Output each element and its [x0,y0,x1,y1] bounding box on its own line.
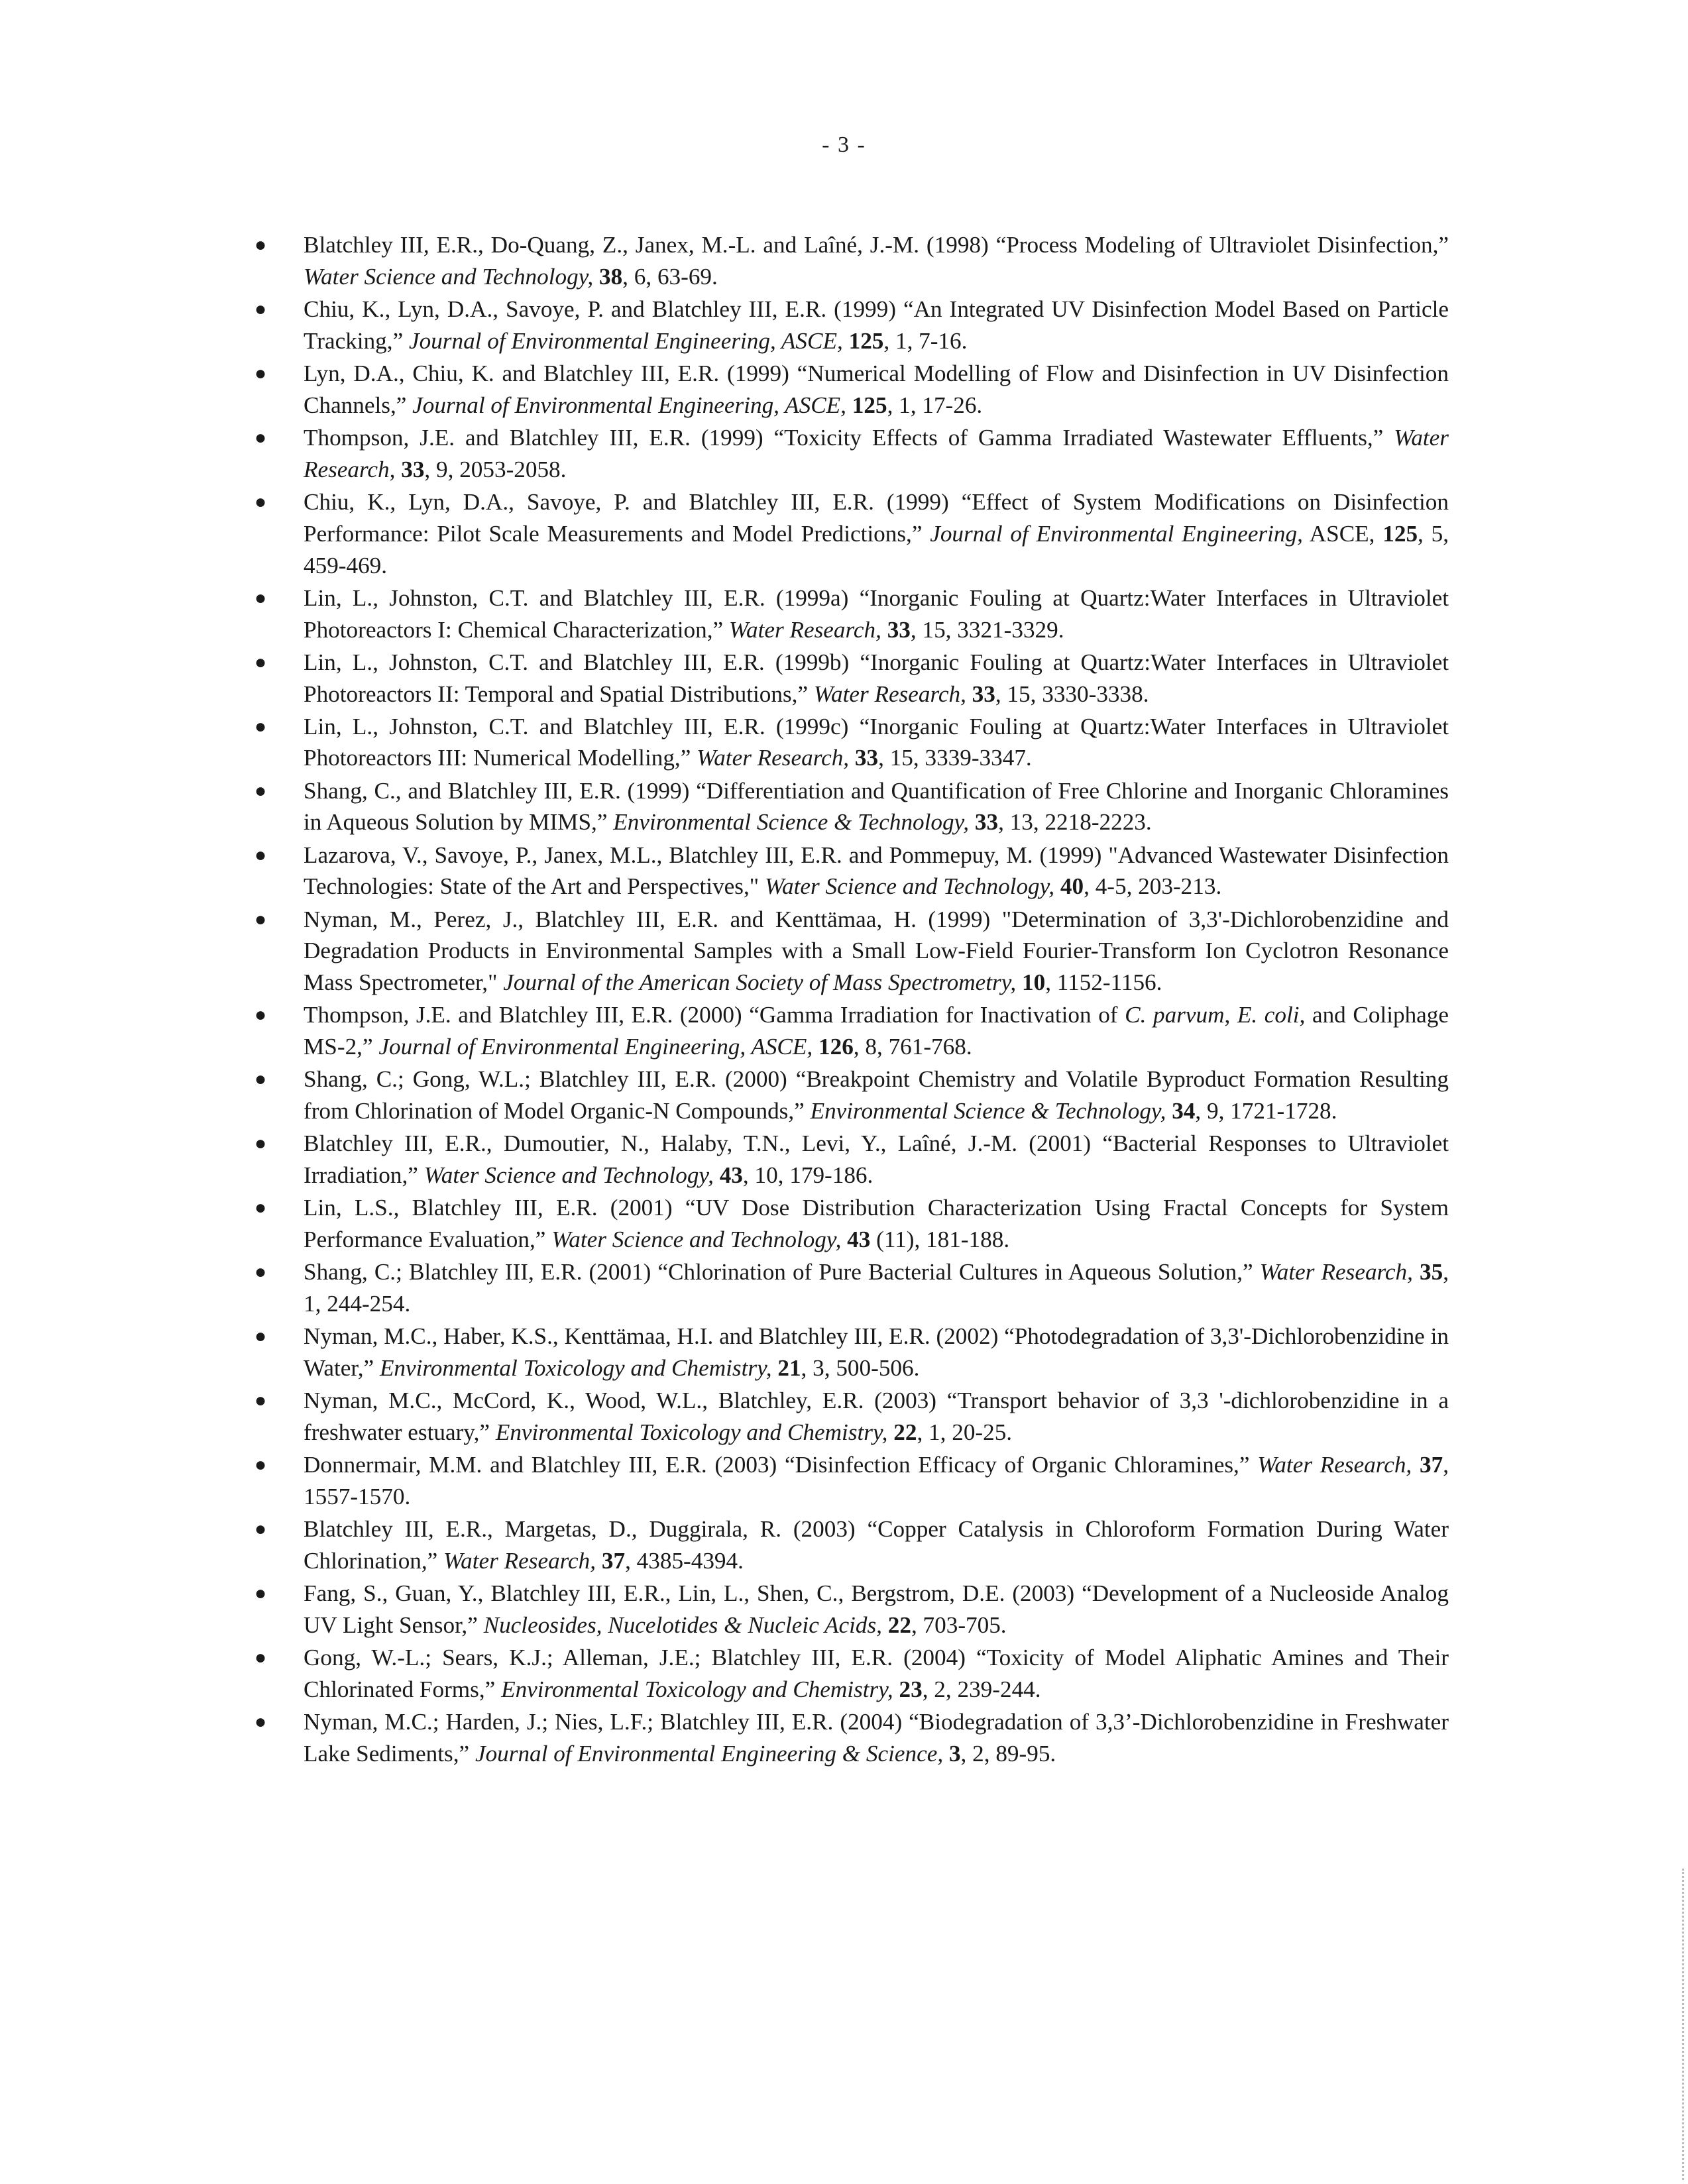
bullet-icon: ● [254,779,267,802]
volume-number: 38 [598,263,623,290]
bullet-icon: ● [254,1325,267,1348]
issue-pages: , 9, 2053-2058. [424,456,567,482]
journal-title: Nucleosides, Nucelotides & Nucleic Acids, [483,1612,882,1639]
volume-number: 43 [719,1162,743,1189]
bullet-icon: ● [254,234,267,256]
issue-pages: , 15, 3321-3329. [910,616,1064,643]
volume-number: 37 [1420,1452,1443,1478]
journal-title: Journal of Environmental Engineering, ASCE, [378,1034,813,1060]
bullet-icon: ● [254,298,267,320]
journal-title: Water Science and Technology, [764,873,1055,900]
journal-title: Water Research, [443,1548,596,1574]
journal-title: Journal of Environmental Engineering, ASCE, [412,392,846,418]
reference-text: Shang, C.; Gong, W.L.; Blatchley III, E.R. (2000) “Breakpoint Chemistry and Volatile Byproduct Formation Resulting from Chlorination of Model Organic-N Compounds,” [304,1066,1449,1124]
journal-title: Environmental Science & Technology, [613,809,970,836]
reference-item [249,1706,1449,1770]
volume-number: 22 [887,1612,911,1639]
bullet-icon: ● [254,844,267,866]
journal-title: Journal of the American Society of Mass Spectrometry, [503,969,1017,996]
bullet-icon: ● [254,1454,267,1476]
reference-item [249,1128,1449,1191]
reference-item [249,1449,1449,1513]
reference-item [249,422,1449,486]
volume-number: 33 [854,745,879,771]
bullet-icon: ● [254,490,267,513]
issue-pages: , 1, 20-25. [917,1419,1013,1446]
volume-number: 126 [818,1034,854,1060]
issue-pages: , 13, 2218-2223. [998,809,1152,836]
journal-title: Journal of Environmental Engineering, ASCE, [408,327,843,354]
volume-number: 40 [1060,873,1084,900]
issue-pages: , 15, 3339-3347. [878,745,1032,771]
reference-text: Shang, C.; Blatchley III, E.R. (2001) “Chlorination of Pure Bacterial Cultures in Aqueous Solution,” [304,1259,1260,1285]
volume-number: 21 [777,1355,801,1382]
reference-item [249,711,1449,775]
journal-title: Environmental Toxicology and Chemistry, [501,1676,893,1703]
bullet-icon: ● [254,715,267,737]
journal-title: Water Research, [697,745,850,771]
reference-text: Blatchley III, E.R., Dumoutier, N., Halaby, T.N., Levi, Y., Laîné, J.-M. (2001) “Bacterial Responses to Ultraviolet Irradiation,” [304,1130,1449,1189]
issue-pages: , 2, 239-244. [922,1676,1041,1703]
reference-item [249,582,1449,646]
issue-pages: , 1, 7-16. [883,327,968,354]
reference-text: Lin, L., Johnston, C.T. and Blatchley III, E.R. (1999a) “Inorganic Fouling at Quartz:Water Interfaces in Ultraviolet Photoreactors I: Chemical Characterization,” [304,584,1449,643]
reference-item [249,904,1449,999]
reference-text: Nyman, M.C.; Harden, J.; Nies, L.F.; Blatchley III, E.R. (2004) “Biodegradation of 3,3’-Dichlorobenzidine in Freshwater Lake Sediments,” [304,1709,1449,1767]
bullet-icon: ● [254,586,267,609]
issue-pages: , 9, 1721-1728. [1195,1098,1337,1124]
volume-number: 125 [848,327,884,354]
reference-text: Gong, W.-L.; Sears, K.J.; Alleman, J.E.; Blatchley III, E.R. (2004) “Toxicity of Model Aliphatic Amines and Their Chlorinated Forms,” [304,1645,1449,1703]
reference-item [249,647,1449,710]
reference-item [249,1192,1449,1256]
reference-item [249,1578,1449,1641]
journal-title: Water Research, [728,616,881,643]
journal-title: Environmental Science & Technology, [810,1098,1166,1124]
issue-pages: , 5, 459-469. [304,520,1449,578]
reference-text: , and Coliphage MS-2,” [304,1002,1449,1060]
bullet-icon: ● [254,1518,267,1541]
volume-number: 10 [1022,969,1046,996]
issue-pages: , 10, 179-186. [742,1162,873,1189]
bullet-icon: ● [254,1647,267,1669]
journal-title: Environmental Toxicology and Chemistry, [379,1355,772,1382]
reference-text: Lazarova, V., Savoye, P., Janex, M.L., Blatchley III, E.R. and Pommepuy, M. (1999) "Advanced Wastewater Disinfection Technologies: State of the Art and Perspectives," [304,842,1449,900]
reference-text: Lyn, D.A., Chiu, K. and Blatchley III, E.R. (1999) “Numerical Modelling of Flow and Disinfection in UV Disinfection Channels,” [304,360,1449,418]
issue-pages: , 1152-1156. [1045,969,1162,996]
journal-title: Water Research, [813,681,966,707]
scan-edge-marks [1679,1869,1684,2180]
bullet-icon: ● [254,426,267,449]
reference-text: Lin, L., Johnston, C.T. and Blatchley III, E.R. (1999c) “Inorganic Fouling at Quartz:Water Interfaces in Ultraviolet Photoreactors III: Numerical Modelling,” [304,713,1449,771]
species-name: C. parvum [1125,1002,1225,1028]
bullet-icon: ● [254,1197,267,1219]
issue-pages: , 3, 500-506. [801,1355,920,1382]
volume-number: 125 [852,392,887,418]
bullet-icon: ● [254,1068,267,1091]
journal-title: Water Science and Technology, [423,1162,714,1189]
issue-pages: , 1, 244-254. [304,1259,1449,1317]
reference-text: Nyman, M.C., Haber, K.S., Kenttämaa, H.I. and Blatchley III, E.R. (2002) “Photodegradation of 3,3'-Dichlorobenzidine in Water,” [304,1323,1449,1382]
volume-number: 37 [601,1548,626,1574]
species-name: E. coli [1237,1002,1300,1028]
reference-item [249,358,1449,421]
issue-pages: (11), 181-188. [870,1227,1010,1253]
bullet-icon: ● [254,908,267,930]
reference-text: Thompson, J.E. and Blatchley III, E.R. (2000) “Gamma Irradiation for Inactivation of [304,1002,1125,1028]
volume-number: 33 [401,456,425,482]
issue-pages: , 6, 63-69. [622,263,718,290]
volume-number: 23 [899,1676,923,1703]
issue-pages: , 1, 17-26. [887,392,983,418]
reference-text: Donnermair, M.M. and Blatchley III, E.R. (2003) “Disinfection Efficacy of Organic Chloramines,” [304,1452,1258,1478]
volume-number: 34 [1172,1098,1196,1124]
journal-title: Water Science and Technology, [304,263,594,290]
volume-number: 33 [972,681,995,707]
issue-pages: , 1557-1570. [304,1452,1449,1510]
bullet-icon: ● [254,1711,267,1733]
journal-title: Water Research, [1259,1259,1413,1285]
reference-item [249,294,1449,357]
reference-text: Shang, C., and Blatchley III, E.R. (1999) “Differentiation and Quantification of Free Chlorine and Inorganic Chloramines in Aqueous Solution by MIMS,” [304,777,1449,836]
reference-text: ASCE, [1302,520,1383,547]
bullet-icon: ● [254,1261,267,1283]
bullet-icon: ● [254,362,267,384]
journal-title: Water Research, [304,424,1449,482]
reference-text: Blatchley III, E.R., Margetas, D., Duggirala, R. (2003) “Copper Catalysis in Chloroform Formation During Water Chlorination,” [304,1516,1449,1574]
reference-item [249,1642,1449,1706]
page-number: - 3 - [822,133,866,157]
volume-number: 22 [893,1419,917,1446]
reference-text: Thompson, J.E. and Blatchley III, E.R. (1999) “Toxicity Effects of Gamma Irradiated Wastewater Effluents,” [304,424,1394,451]
volume-number: 35 [1420,1259,1443,1285]
issue-pages: , 15, 3330-3338. [995,681,1149,707]
reference-text: Nyman, M.C., McCord, K., Wood, W.L., Blatchley, E.R. (2003) “Transport behavior of 3,3 '-dichlorobenzidine in a freshwater estuary,” [304,1388,1449,1446]
journal-title: Journal of Environmental Engineering, [930,520,1303,547]
reference-item [249,1064,1449,1127]
reference-text: Chiu, K., Lyn, D.A., Savoye, P. and Blatchley III, E.R. (1999) “An Integrated UV Disinfection Model Based on Particle Tracking,” [304,296,1449,354]
journal-title: Environmental Toxicology and Chemistry, [495,1419,888,1446]
reference-item [249,1256,1449,1320]
issue-pages: , 4-5, 203-213. [1084,873,1222,900]
reference-text: Nyman, M., Perez, J., Blatchley III, E.R. and Kenttämaa, H. (1999) "Determination of 3,3'-Dichlorobenzidine and Degradation Products in Environmental Samples with a Small Low-Field Fourier-Transform Ion Cyclotron Resonance Mass Spectrometer," [304,906,1449,996]
volume-number: 33 [887,616,911,643]
bullet-icon: ● [254,1132,267,1155]
reference-item [249,486,1449,581]
bullet-icon: ● [254,651,267,673]
journal-title: Journal of Environmental Engineering & Science, [475,1741,944,1767]
journal-title: Water Research, [1257,1452,1412,1478]
reference-text: Lin, L., Johnston, C.T. and Blatchley III, E.R. (1999b) “Inorganic Fouling at Quartz:Water Interfaces in Ultraviolet Photoreactors II: Temporal and Spatial Distributions,” [304,649,1449,707]
reference-item [249,775,1449,839]
reference-item [249,1513,1449,1577]
volume-number: 3 [948,1741,961,1767]
reference-text: Lin, L.S., Blatchley III, E.R. (2001) “UV Dose Distribution Characterization Using Fractal Concepts for System Performance Evaluation,” [304,1195,1449,1253]
journal-title: Water Science and Technology, [551,1227,842,1253]
bullet-icon: ● [254,1390,267,1412]
issue-pages: , 8, 761-768. [853,1034,972,1060]
bullet-icon: ● [254,1004,267,1026]
reference-item [249,229,1449,293]
reference-text: Blatchley III, E.R., Do-Quang, Z., Janex, M.-L. and Laîné, J.-M. (1998) “Process Modeling of Ultraviolet Disinfection,” [304,232,1449,258]
reference-item [249,1321,1449,1384]
reference-text: Fang, S., Guan, Y., Blatchley III, E.R., Lin, L., Shen, C., Bergstrom, D.E. (2003) “Development of a Nucleoside Analog UV Light Sensor,” [304,1580,1449,1639]
reference-item [249,1385,1449,1448]
issue-pages: , 703-705. [911,1612,1007,1639]
reference-item [249,999,1449,1063]
issue-pages: , 2, 89-95. [960,1741,1056,1767]
reference-text: Chiu, K., Lyn, D.A., Savoye, P. and Blatchley III, E.R. (1999) “Effect of System Modifications on Disinfection Performance: Pilot Scale Measurements and Model Predictions,” [304,488,1449,547]
bullet-icon: ● [254,1582,267,1605]
volume-number: 125 [1382,520,1418,547]
reference-text: , [1224,1002,1237,1028]
reference-item [249,840,1449,903]
issue-pages: , 4385-4394. [625,1548,744,1574]
volume-number: 33 [974,809,999,836]
volume-number: 43 [847,1227,871,1253]
reference-list [249,229,1449,1771]
